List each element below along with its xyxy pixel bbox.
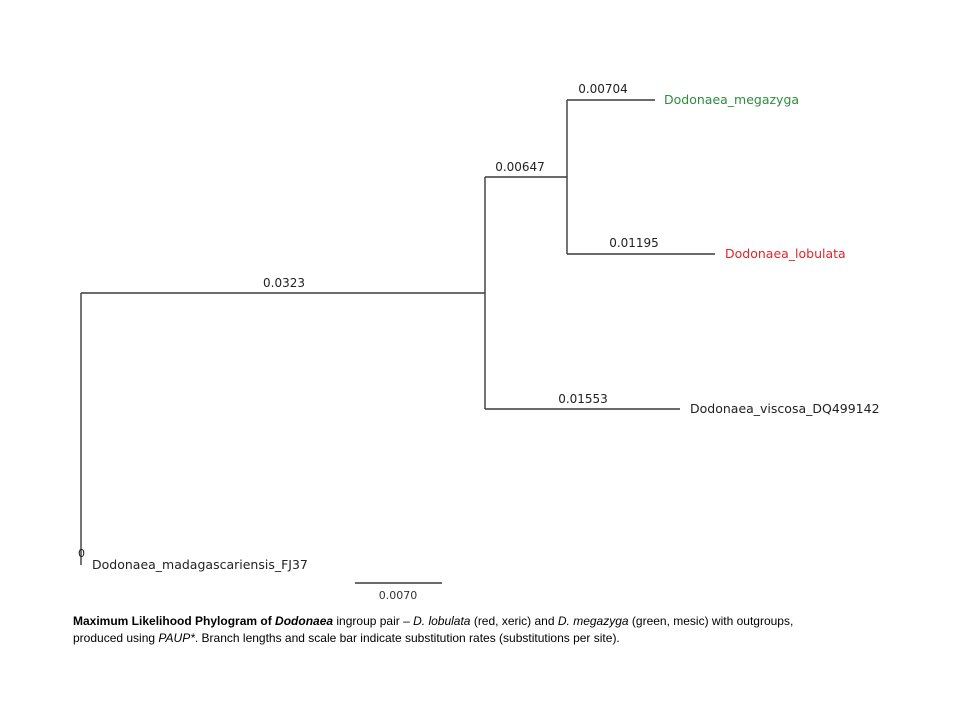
caption-text: (red, xeric) and: [470, 614, 558, 628]
scale-bar-label: 0.0070: [378, 589, 418, 602]
caption-software: PAUP*: [158, 631, 195, 645]
root-node-marker: 0: [78, 547, 85, 560]
branch-length-ingroup-to-pair: 0.00647: [495, 160, 545, 174]
caption-species-lobulata: D. lobulata: [413, 614, 471, 628]
caption-text: produced using: [73, 631, 159, 645]
figure-caption: [73, 613, 943, 647]
caption-species-megazyga: D. megazyga: [557, 614, 629, 628]
taxon-label-viscosa: Dodonaea_viscosa_DQ499142: [690, 401, 880, 416]
taxon-label-madagascariensis: Dodonaea_madagascariensis_FJ37: [92, 557, 308, 572]
caption-genus: Dodonaea: [275, 614, 334, 628]
branch-length-megazyga: 0.00704: [578, 82, 628, 96]
caption-title: Maximum Likelihood Phylogram of: [73, 614, 276, 628]
caption-text: . Branch lengths and scale bar indicate substitution rates (substitutions per site).: [194, 631, 620, 645]
caption-line-1: [73, 613, 943, 630]
taxon-label-megazyga: Dodonaea_megazyga: [664, 92, 800, 107]
caption-line-2: [73, 630, 943, 647]
taxon-label-lobulata: Dodonaea_lobulata: [725, 246, 846, 261]
branch-length-viscosa: 0.01553: [558, 392, 608, 406]
branch-length-lobulata: 0.01195: [609, 236, 659, 250]
branch-length-root-to-ingroup: 0.0323: [263, 276, 305, 290]
caption-text: ingroup pair –: [333, 614, 414, 628]
caption-text: (green, mesic) with outgroups,: [628, 614, 794, 628]
